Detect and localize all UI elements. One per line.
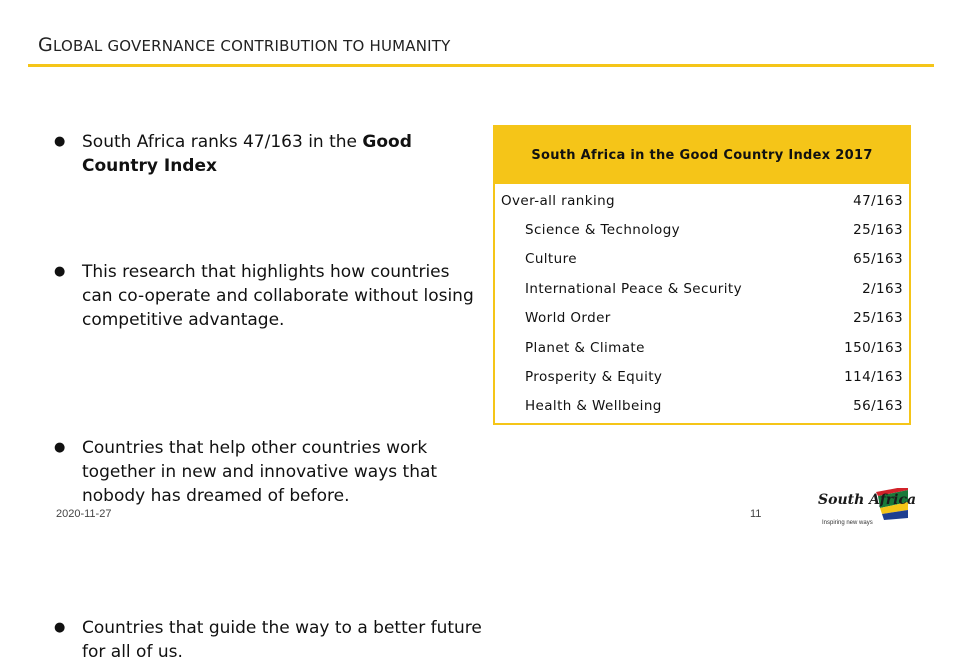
title-underline [28,64,934,67]
bullet-text: South Africa ranks 47/163 in the [82,132,363,152]
bullet-item [54,260,482,332]
brand-logo [818,488,917,534]
row-label: Over-all ranking [501,192,616,209]
logo-wordmark: South Africa [818,492,917,508]
bullet-item [54,616,482,664]
row-value: 25/163 [853,310,903,327]
row-value: 47/163 [853,192,903,209]
bullet-text: This research that highlights how countries can co-operate and collaborate without losing competitive advantage. [82,262,474,330]
row-label: Health & Wellbeing [525,398,662,415]
row-value: 56/163 [853,398,903,415]
row-value: 114/163 [844,369,903,386]
row-label: International Peace & Security [525,280,742,297]
bullet-text: Countries that guide the way to a better future for all of us. [82,618,482,662]
bullet-item [54,130,482,178]
slide-title [38,34,451,56]
row-value: 25/163 [853,222,903,239]
row-label: Planet & Climate [525,339,645,356]
row-label: Science & Technology [525,222,681,239]
row-label: Prosperity & Equity [525,369,663,386]
table-row [495,186,909,215]
slide-title-rest: LOBAL GOVERNANCE CONTRIBUTION TO HUMANITY [52,37,451,55]
table-row [495,362,909,391]
ranking-table-header: South Africa in the Good Country Index 2017 [495,127,909,184]
row-value: 150/163 [844,339,903,356]
bullet-text-bold: Good Country Index [82,132,412,176]
table-row [495,215,909,244]
footer-date: 2020-11-27 [56,508,112,520]
row-value: 2/163 [862,280,903,297]
row-value: 65/163 [853,251,903,268]
bullet-text: Countries that help other countries work together in new and innovative ways that nobody has dreamed of before. [82,438,438,506]
slide-title-initial: G [38,34,53,56]
bullet-item [54,436,482,508]
table-row [495,245,909,274]
ranking-table [493,125,911,425]
table-row [495,333,909,362]
table-row [495,304,909,333]
row-label: World Order [525,310,611,327]
table-row [495,274,909,303]
ranking-table-body [495,184,909,423]
row-label: Culture [525,251,577,268]
page-number: 11 [750,508,762,520]
table-row [495,392,909,421]
logo-tagline: Inspiring new ways [822,520,873,526]
